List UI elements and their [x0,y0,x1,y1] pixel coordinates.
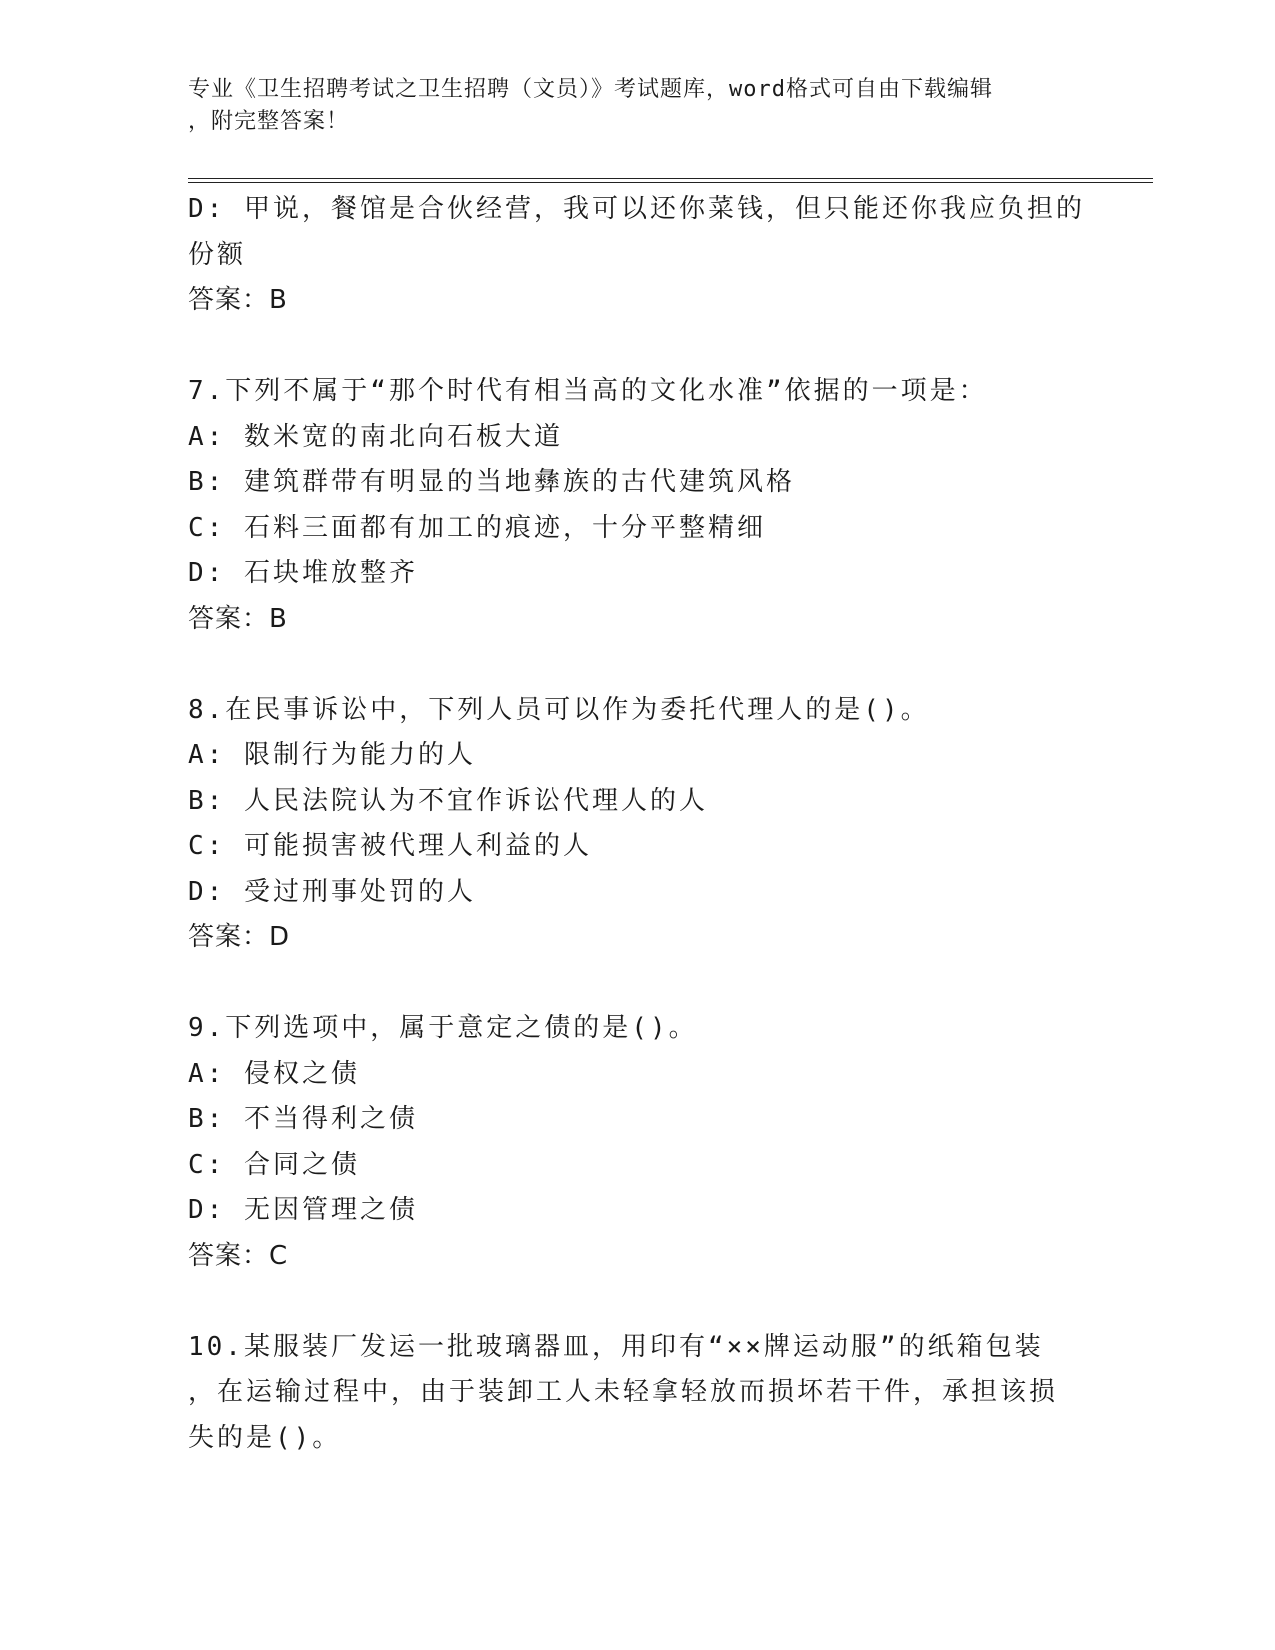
question-body [188,187,1088,1461]
spacer [188,642,1088,688]
option-c: C: 石料三面都有加工的痕迹，十分平整精细 [188,512,766,543]
spacer [188,961,1088,1007]
answer-line: 答案：C [188,1240,289,1271]
answer-line: 答案：D [188,922,291,952]
option-c: C: 合同之债 [188,1149,360,1180]
header-line-1: 专业《卫生招聘考试之卫生招聘（文员）》考试题库，word格式可自由下载编辑 [188,77,993,102]
question-9 [188,1006,1088,1279]
question-10 [188,1325,1088,1462]
option-d-continued: 份额 [188,239,247,270]
question-stem-continued: 失的是()。 [188,1422,342,1453]
option-a: A: 数米宽的南北向石板大道 [188,421,563,452]
question-8 [188,688,1088,961]
header-line-2: ，附完整答案！ [188,109,350,134]
answer-line: 答案：B [188,603,288,634]
option-a: A: 限制行为能力的人 [188,740,476,770]
question-stem: 10.某服装厂发运一批玻璃器皿，用印有“××牌运动服”的纸箱包装 [188,1331,1044,1362]
option-d: D: 无因管理之债 [188,1195,418,1225]
question-stem: 9.下列选项中，属于意定之债的是()。 [188,1013,698,1043]
page-header [188,74,1088,138]
option-b: B: 不当得利之债 [188,1104,418,1134]
spacer [188,324,1088,370]
question-7 [188,369,1088,642]
question-fragment [188,187,1088,324]
option-d: D: 石块堆放整齐 [188,558,418,588]
spacer [188,1279,1088,1325]
question-stem-continued: ，在运输过程中，由于装卸工人未轻拿轻放而损坏若干件，承担该损 [188,1377,1059,1407]
option-c: C: 可能损害被代理人利益的人 [188,831,592,861]
option-a: A: 侵权之债 [188,1058,360,1089]
question-stem: 8.在民事诉讼中，下列人员可以作为委托代理人的是()。 [188,694,930,725]
answer-line: 答案：B [188,285,288,315]
option-b: B: 人民法院认为不宜作诉讼代理人的人 [188,785,708,816]
header-divider-top [188,178,1153,179]
question-stem: 7.下列不属于“那个时代有相当高的文化水准”依据的一项是： [188,376,988,406]
option-d: D: 受过刑事处罚的人 [188,876,476,907]
option-d: D: 甲说，餐馆是合伙经营，我可以还你菜钱，但只能还你我应负担的 [188,194,1085,224]
header-divider-bottom [188,182,1153,183]
option-b: B: 建筑群带有明显的当地彝族的古代建筑风格 [188,467,795,497]
